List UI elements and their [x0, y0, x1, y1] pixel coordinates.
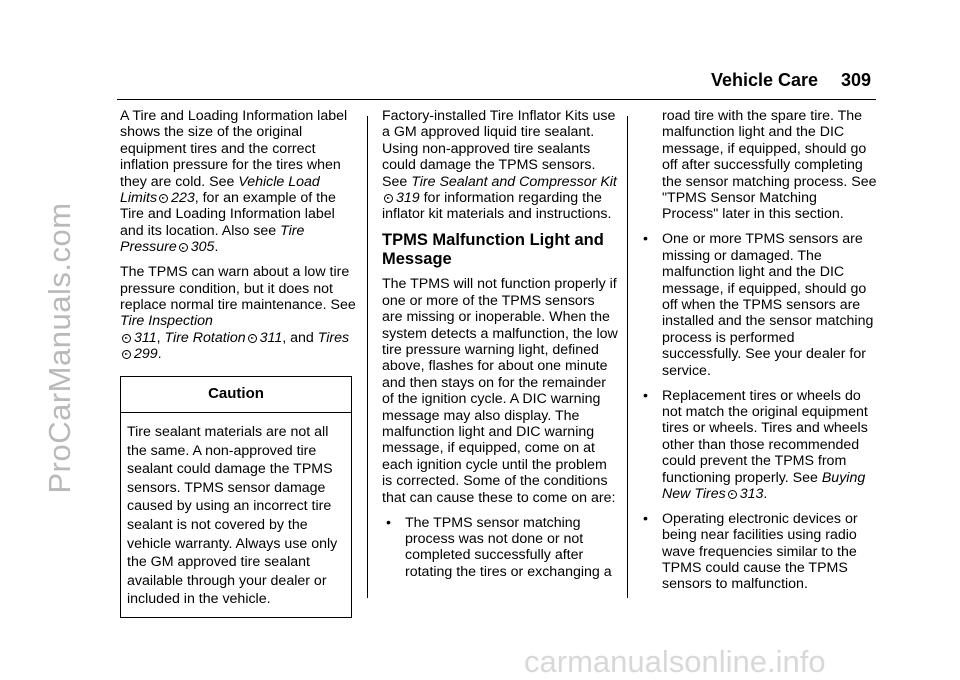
- column-divider: [367, 116, 368, 598]
- page-reference-arrow-icon: [728, 490, 737, 499]
- column-2: [382, 108, 618, 589]
- page-reference-arrow-icon: [122, 334, 131, 343]
- page-reference[interactable]: 319: [396, 190, 420, 207]
- column-3: [639, 108, 877, 601]
- page-reference[interactable]: 305: [190, 239, 215, 256]
- page-reference[interactable]: 313: [739, 485, 764, 502]
- footer-watermark: carmanualsonline.info: [524, 644, 826, 679]
- page-reference-arrow-icon: [122, 350, 131, 359]
- cross-reference-link[interactable]: Tires: [317, 329, 350, 346]
- bullet-item: • Replacement tires or wheels do not match the original equipment tires or wheels. Tires and wheels other than those recommended could prevent the TPMS from functioning properly. See Buying New Tires 313.: [643, 387, 868, 502]
- paragraph: Factory-installed Tire Inflator Kits use a GM approved liquid tire sealant. Using non-approved tire sealants could damage the TPMS sensors. See Tire Sealant and Compressor Kit319 for information regarding the inflator kit materials and instructions.: [382, 108, 617, 223]
- page-reference[interactable]: 311: [134, 329, 157, 346]
- caution-box: [120, 376, 352, 618]
- page-reference-arrow-icon: [248, 334, 257, 343]
- paragraph: The TPMS will not function properly if one or more of the TPMS sensors are missing or inoperable. When the system detects a malfunction, the low tire pressure warning light, defined above, flashes for about one minute and then stays on for the remainder of the ignition cycle. A DIC warning message may also display. The malfunction light and DIC warning message, if equipped, come on at each ignition cycle until the problem is corrected. Some of the conditions that can cause these to come on are:: [382, 276, 618, 506]
- cross-reference-link[interactable]: Tire Inspection: [120, 313, 213, 330]
- side-watermark: ProCarManuals.com: [42, 202, 77, 494]
- cross-reference-link[interactable]: Buying New Tires: [662, 469, 866, 502]
- bullet-mark: •: [386, 514, 391, 531]
- paragraph: A Tire and Loading Information label shows the size of the original equipment tires and the correct inflation pressure for the tires when they are cold. See Vehicle Load Limits 223, for an example of the Tire and Loading Information label and its location. Also see Tire Pressure 305.: [120, 108, 348, 256]
- bullet-item: • The TPMS sensor matching process was not done or not completed successfully after rotating the tires or exchanging a: [386, 514, 612, 580]
- bullet-mark: •: [643, 231, 648, 248]
- paragraph: The TPMS can warn about a low tire pressure condition, but it does not replace normal tire maintenance. See Tire Inspection 311, Tire Rotation 311, and Tires299.: [120, 264, 356, 363]
- section-title: Vehicle Care: [711, 70, 819, 90]
- page-number: 309: [841, 70, 872, 90]
- page-reference[interactable]: 311: [259, 329, 283, 346]
- bullet-continuation: road tire with the spare tire. The malfunction light and the DIC message, if equipped, should go off after successfully completing the sensor matching process. See "TPMS Sensor Matching Process" later in this section.: [662, 108, 877, 223]
- bullet-item: • Operating electronic devices or being near facilities using radio wave frequencies similar to the TPMS could cause the TPMS sensors to malfunction.: [643, 510, 858, 593]
- page-reference-arrow-icon: [384, 194, 393, 203]
- caution-text: Tire sealant materials are not all the same. A non-approved tire sealant could damage the TPMS sensors. TPMS sensor damage caused by using an incorrect tire sealant is not covered by the vehicle warranty. Always use only the GM approved tire sealant available through your dealer or included in the vehicle.: [127, 424, 338, 608]
- page-reference-arrow-icon: [159, 194, 168, 203]
- cross-reference-link[interactable]: Vehicle Load Limits: [120, 173, 320, 207]
- caution-title: Caution: [121, 377, 351, 413]
- bullet-mark: •: [643, 387, 648, 404]
- cross-reference-link[interactable]: Tire Sealant and Compressor Kit: [411, 173, 617, 190]
- column-1: [120, 108, 360, 618]
- header-rule: [117, 99, 876, 100]
- column-divider: [627, 116, 628, 598]
- page-reference[interactable]: 223: [171, 190, 195, 207]
- section-heading: TPMS Malfunction Light and Message: [382, 231, 604, 269]
- cross-reference-link[interactable]: Tire Pressure: [120, 222, 305, 256]
- bullet-mark: •: [643, 510, 648, 527]
- bullet-item: • One or more TPMS sensors are missing or damaged. The malfunction light and the DIC message, if equipped, should go off when the TPMS sensors are installed and the sensor matching process is performed successfully. See your dealer for service.: [643, 231, 874, 379]
- page-reference-arrow-icon: [179, 243, 188, 252]
- page-reference[interactable]: 299: [134, 346, 158, 363]
- cross-reference-link[interactable]: Tire Rotation: [164, 329, 246, 346]
